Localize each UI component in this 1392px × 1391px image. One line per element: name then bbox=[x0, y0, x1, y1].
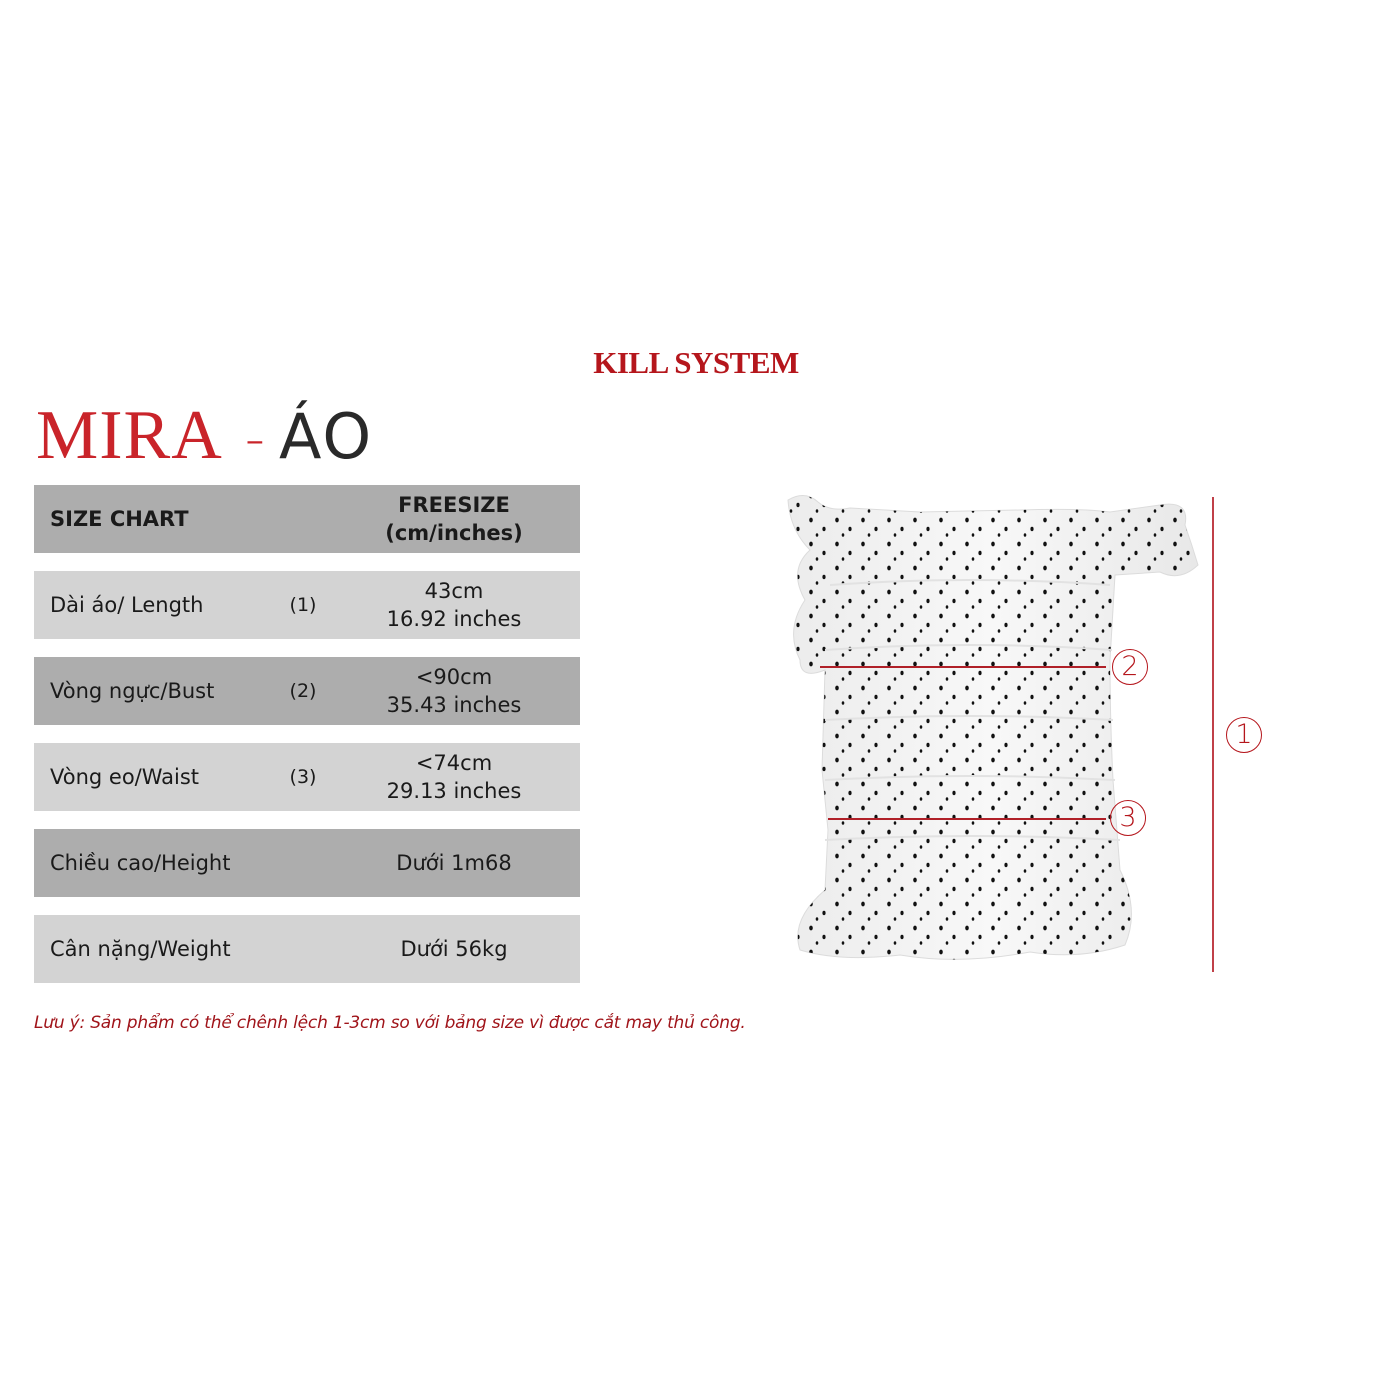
garment-illustration bbox=[780, 490, 1210, 980]
brand-logo: KILL SYSTEM bbox=[593, 345, 799, 380]
row-label: Vòng eo/Waist bbox=[50, 765, 200, 789]
row-ref: (2) bbox=[289, 680, 317, 702]
row-value: Dưới 56kg bbox=[400, 937, 508, 961]
table-row-bust bbox=[34, 657, 580, 725]
table-row-waist bbox=[34, 743, 580, 811]
product-title bbox=[36, 394, 373, 480]
row-ref: (1) bbox=[289, 594, 317, 616]
row-label: Dài áo/ Length bbox=[50, 593, 204, 617]
product-name: MIRA bbox=[36, 397, 223, 474]
size-column-header: FREESIZE (cm/inches) bbox=[385, 493, 523, 545]
size-chart-table bbox=[34, 485, 580, 1001]
bust-measure-line bbox=[820, 666, 1106, 668]
table-row-weight bbox=[34, 915, 580, 983]
size-chart-label: SIZE CHART bbox=[50, 507, 189, 531]
row-ref: (3) bbox=[289, 766, 317, 788]
waist-measure-line bbox=[828, 818, 1106, 820]
row-label: Vòng ngực/Bust bbox=[50, 679, 215, 703]
size-chart-header bbox=[34, 485, 580, 553]
marker-bust: 2 bbox=[1112, 649, 1148, 685]
row-value: 43cm 16.92 inches bbox=[386, 579, 522, 631]
row-value: <74cm 29.13 inches bbox=[386, 751, 522, 803]
marker-length: 1 bbox=[1226, 717, 1262, 753]
table-row-height bbox=[34, 829, 580, 897]
row-label: Chiều cao/Height bbox=[50, 851, 231, 875]
row-value: <90cm 35.43 inches bbox=[386, 665, 522, 717]
row-label: Cân nặng/Weight bbox=[50, 937, 231, 961]
row-value: Dưới 1m68 bbox=[396, 851, 512, 875]
size-note: Lưu ý: Sản phẩm có thể chênh lệch 1-3cm so với bảng size vì được cắt may thủ công. bbox=[34, 1013, 746, 1033]
marker-waist: 3 bbox=[1110, 800, 1146, 836]
title-separator: - bbox=[244, 407, 266, 472]
length-measure-line bbox=[1212, 497, 1214, 972]
table-row-length bbox=[34, 571, 580, 639]
product-kind: ÁO bbox=[279, 400, 374, 473]
